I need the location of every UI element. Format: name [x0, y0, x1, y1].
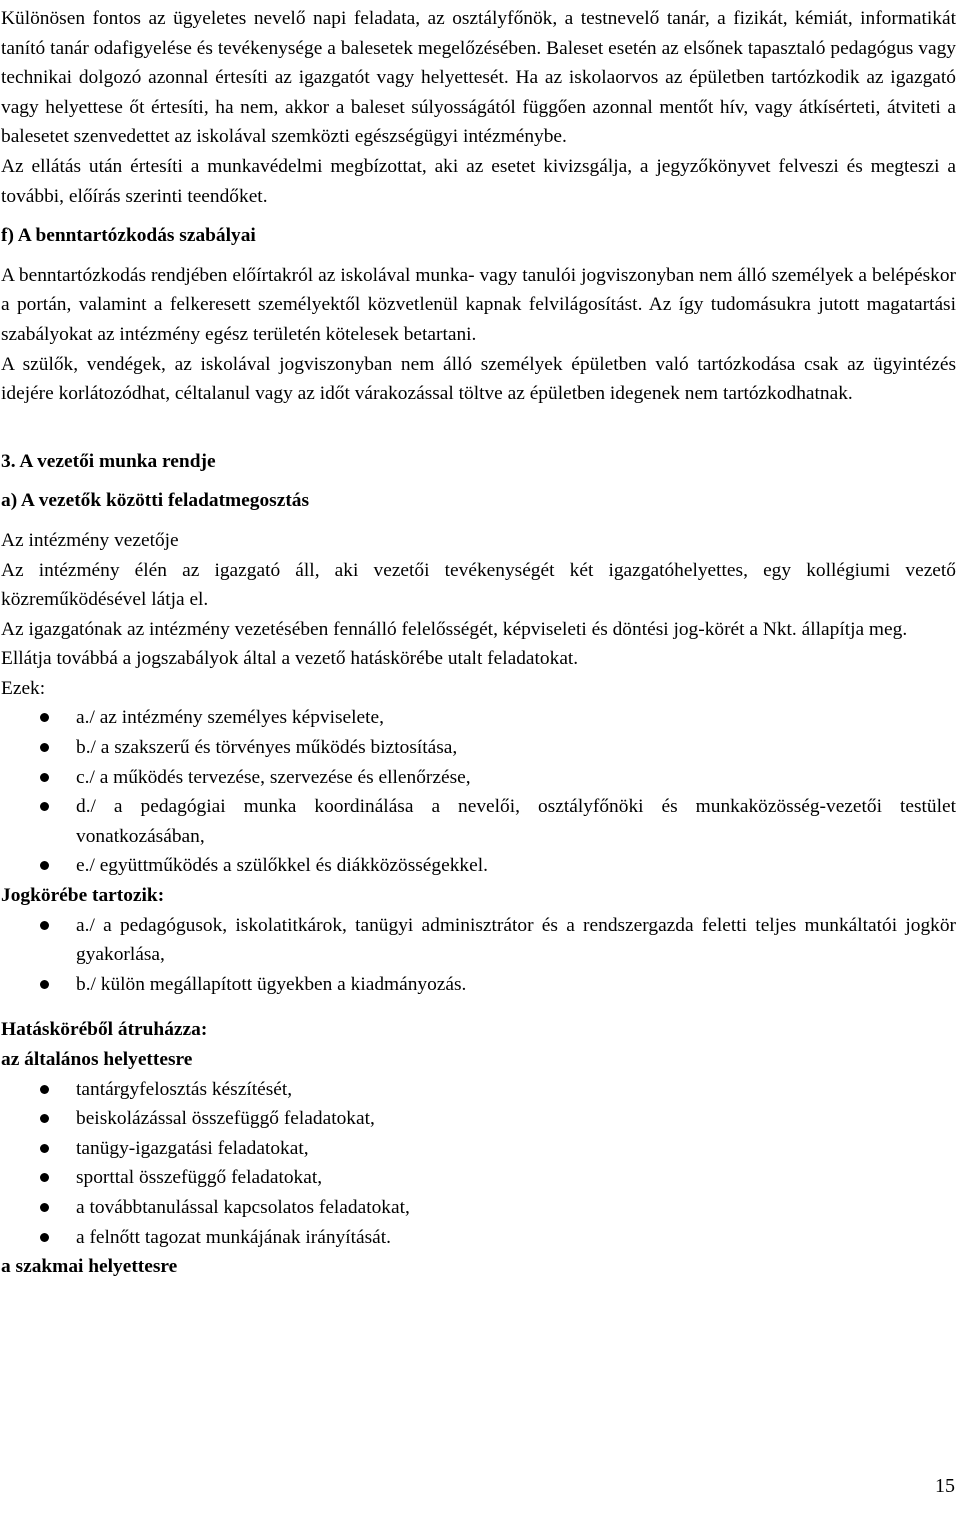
paragraph-after-care: Az ellátás után értesíti a munkavédelmi megbízottat, aki az esetet kivizsgálja, a jegyzőkönyvet felveszi és megteszi a további, előírás szerinti teendőket.: [1, 155, 956, 207]
page-number: 15: [935, 1475, 955, 1497]
general-deputy-list: [1, 1075, 956, 1253]
paragraph-leader-responsibility: Az igazgatónak az intézmény vezetésében fennálló felelősségét, képviseleti és döntési jog-körét a Nkt. állapítja meg.: [1, 618, 908, 640]
paragraph-accident-prevention: Különösen fontos az ügyeletes nevelő napi feladata, az osztályfőnök, a testnevelő tanár, a fizikát, kémiát, informatikát tanító tanár odafigyelése és tevékenysége a balesetek megelőzésében. Baleset esetén az elsőnek tapasztaló pedagógus vagy technikai dolgozó azonnal értesíti az igazgatót vagy helyettesét. Ha az iskolaorvos az épületben tartózkodik az igazgató vagy helyettese őt értesíti, ha nem, akkor a baleset súlyosságától függően azonnal mentőt hív, vagy átkísérteti, átviteti a balesetet szenvedettet az iskolával szemközti egészségügyi intézménybe.: [1, 8, 956, 148]
list-item: a továbbtanulással kapcsolatos feladatokat,: [1, 1193, 956, 1223]
paragraph-these: Ezek:: [1, 677, 46, 699]
list-item: tanügy-igazgatási feladatokat,: [1, 1134, 956, 1164]
list-item: c./ a működés tervezése, szervezése és ellenőrzése,: [1, 763, 956, 793]
list-item: d./ a pedagógiai munka koordinálása a nevelői, osztályfőnöki és munkaközösség-vezetői testület vonatkozásában,: [1, 792, 956, 851]
list-item: sporttal összefüggő feladatokat,: [1, 1163, 956, 1193]
list-item: a./ az intézmény személyes képviselete,: [1, 703, 956, 733]
paragraph-visitor-stay: A szülők, vendégek, az iskolával jogviszonyban nem álló személyek épületben való tartózkodása csak az ügyintézés idejére korlátozódhat, céltalanul vagy az időt várakozással töltve az épületben idegenek nem tartózkodhatnak.: [1, 353, 956, 405]
list-item: e./ együttműködés a szülőkkel és diákközösségekkel.: [1, 851, 956, 881]
list-item: b./ külön megállapított ügyekben a kiadmányozás.: [1, 970, 956, 1000]
jurisdiction-list: [1, 911, 956, 1000]
professional-deputy-heading: a szakmai helyettesre: [1, 1256, 178, 1278]
paragraph-leader-tasks: Ellátja továbbá a jogszabályok által a vezető hatáskörébe utalt feladatokat.: [1, 648, 579, 670]
list-item: a./ a pedagógusok, iskolatitkárok, tanügyi adminisztrátor és a rendszergazda feletti teljes munkáltatói jogkör gyakorlása,: [1, 911, 956, 970]
section-3a-heading: a) A vezetők közötti feladatmegosztás: [1, 490, 310, 512]
leader-task-list: [1, 703, 956, 881]
list-item: beiskolázással összefüggő feladatokat,: [1, 1104, 956, 1134]
delegation-heading: Hatásköréből átruházza:: [1, 1019, 208, 1041]
paragraph-visitor-info: A benntartózkodás rendjében előírtakról az iskolával munka- vagy tanulói jogviszonyban nem álló személyek a belépéskor a portán, valamint a felkeresett személyektől közvetlenül kapnak felvilágosítást. Az így tudomásukra jutott magatartási szabályokat az intézmény egész területén kötelesek betartani.: [1, 264, 956, 345]
list-item: a felnőtt tagozat munkájának irányítását.: [1, 1223, 956, 1253]
jurisdiction-heading: Jogkörébe tartozik:: [1, 885, 165, 907]
section-3-heading: 3. A vezetői munka rendje: [1, 450, 216, 472]
section-f-heading: f) A benntartózkodás szabályai: [1, 225, 256, 247]
paragraph-leader-role: Az intézmény élén az igazgató áll, aki vezetői tevékenységét két igazgatóhelyettes, egy kollégiumi vezető közreműködésével látja el.: [1, 559, 956, 611]
list-item: tantárgyfelosztás készítését,: [1, 1075, 956, 1105]
general-deputy-heading: az általános helyettesre: [1, 1049, 193, 1070]
leader-heading: Az intézmény vezetője: [1, 529, 179, 551]
list-item: b./ a szakszerű és törvényes működés biztosítása,: [1, 733, 956, 763]
